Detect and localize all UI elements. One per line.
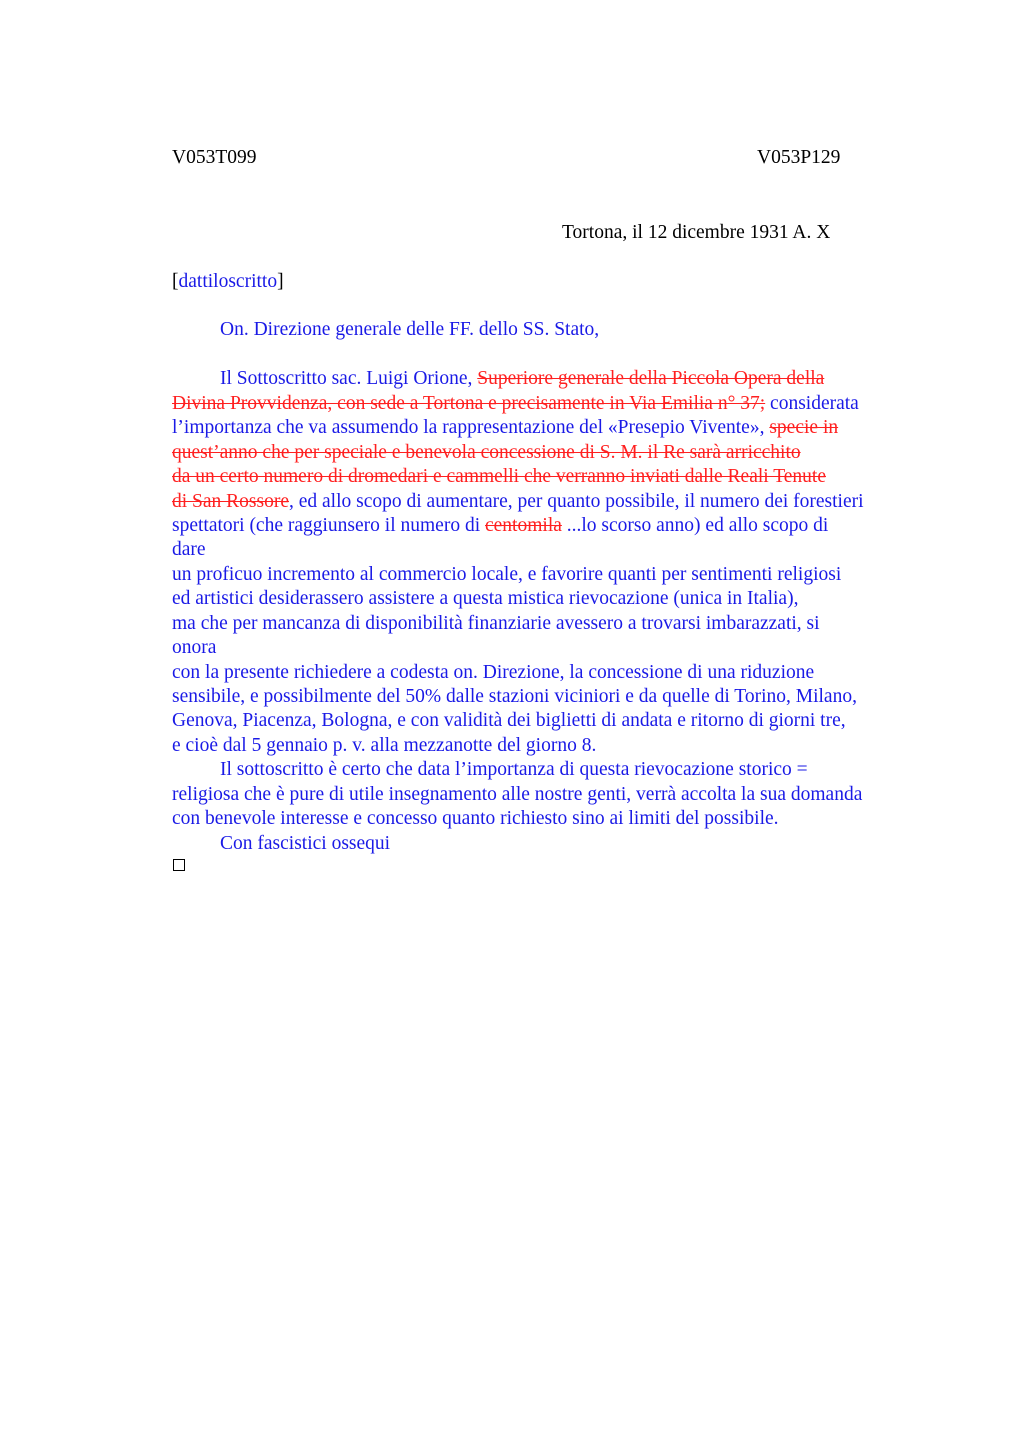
empty-box-symbol: [173, 859, 185, 871]
document-ref-right: V053P129: [757, 147, 841, 168]
body-text: considerata: [765, 393, 859, 414]
body-line-10: ed artistici desiderassero assistere a questa mistica rievocazione (unica in Italia),: [172, 588, 799, 609]
body-line-7: [172, 514, 828, 538]
body-text: l’importanza che va assumendo la rappresentazione del «Presepio Vivente»,: [172, 417, 770, 438]
deleted-text: centomila: [485, 515, 562, 536]
body-line-13: con la presente richiedere a codesta on. Direzione, la concessione di una riduzione: [172, 662, 815, 683]
body-line-19: con benevole interesse e concesso quanto richiesto sino ai limiti del possibile.: [172, 808, 779, 829]
document-ref-left: V053T099: [172, 147, 257, 168]
body-text: , ed allo scopo di aumentare, per quanto possibile, il numero dei forestieri: [289, 491, 864, 512]
body-line-4-deleted: quest’anno che per speciale e benevola concessione di S. M. il Re sarà arricchito: [172, 442, 801, 463]
deleted-text: specie in: [769, 417, 839, 438]
body-line-14: sensibile, e possibilmente del 50% dalle stazioni viciniori e da quelle di Torino, Milano,: [172, 686, 857, 707]
body-line-16: e cioè dal 5 gennaio p. v. alla mezzanotte del giorno 8.: [172, 735, 597, 756]
closing-line: Con fascistici ossequi: [220, 833, 391, 854]
deleted-text: Superiore generale della Piccola Opera della: [477, 368, 825, 389]
body-line-18: religiosa che è pure di utile insegnamento alle nostre genti, verrà accolta la sua domanda: [172, 784, 863, 805]
body-line-5-deleted: da un certo numero di dromedari e cammelli che verranno inviati dalle Reali Tenute: [172, 466, 826, 487]
body-line-8: dare: [172, 539, 206, 560]
letter-date: Tortona, il 12 dicembre 1931 A. X: [562, 222, 831, 243]
body-line-6: [172, 490, 864, 514]
deleted-text: Divina Provvidenza, con sede a Tortona e precisamente in Via Emilia n° 37;: [172, 393, 766, 414]
typescript-marker: [172, 271, 284, 293]
body-line-17: Il sottoscritto è certo che data l’importanza di questa rievocazione storico =: [220, 759, 808, 780]
deleted-text: di San Rossore: [172, 491, 289, 512]
body-line-11: ma che per mancanza di disponibilità finanziarie avessero a trovarsi imbarazzati, si: [172, 613, 820, 634]
marker-close-bracket: ]: [277, 271, 284, 292]
body-line-3: [172, 416, 838, 440]
body-text: ...lo scorso anno) ed allo scopo di: [561, 515, 829, 536]
marker-open-bracket: [: [172, 271, 179, 292]
marker-word: dattiloscritto: [178, 271, 278, 292]
body-line-12: onora: [172, 637, 217, 658]
body-line-1: [220, 367, 824, 391]
body-line-15: Genova, Piacenza, Bologna, e con validità dei biglietti di andata e ritorno di giorni tre,: [172, 710, 846, 731]
body-line-9: un proficuo incremento al commercio locale, e favorire quanti per sentimenti religiosi: [172, 564, 842, 585]
body-text: spettatori (che raggiunsero il numero di: [172, 515, 485, 536]
body-text: Il Sottoscritto sac. Luigi Orione,: [220, 368, 478, 389]
salutation: On. Direzione generale delle FF. dello SS. Stato,: [220, 319, 600, 340]
body-line-2: [172, 392, 859, 416]
